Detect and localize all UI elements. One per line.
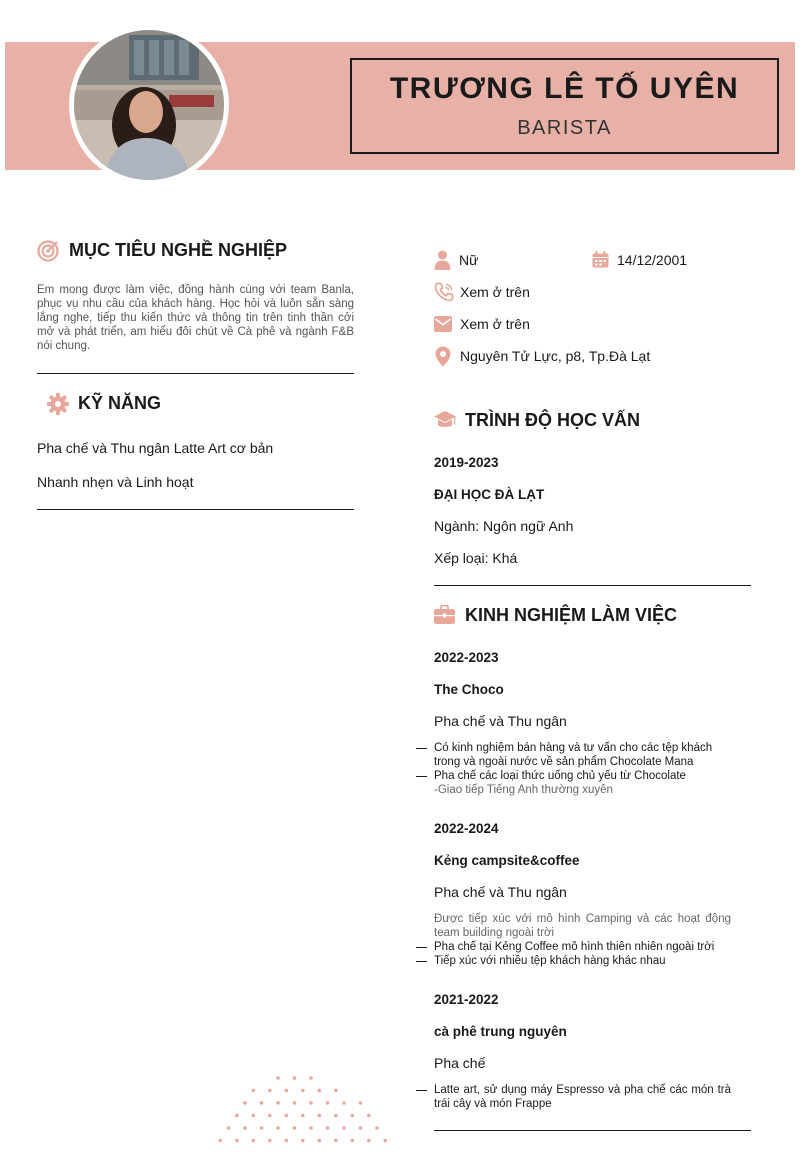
bullet-dash: [416, 1090, 427, 1091]
decorative-dot: [326, 1126, 330, 1130]
skill-item: Pha chế và Thu ngân Latte Art cơ bản: [37, 440, 274, 456]
phone-icon: [434, 282, 454, 307]
decorative-dot-pattern: [208, 1070, 392, 1160]
job-detail: Tiếp xúc với nhiều tệp khách hàng khác nhau: [434, 955, 666, 967]
job-position: Pha chế và Thu ngân: [434, 884, 567, 900]
school-name: ĐẠI HỌC ĐÀ LẠT: [434, 487, 545, 502]
email-value: Xem ở trên: [460, 316, 530, 332]
decorative-dot: [276, 1076, 280, 1080]
decorative-dot: [309, 1076, 313, 1080]
address-value: Nguyên Tử Lực, p8, Tp.Đà Lạt: [460, 348, 651, 364]
objective-title: MỤC TIÊU NGHỀ NGHIỆP: [69, 240, 288, 260]
job-detail: Latte art, sử dụng máy Espresso và pha chế các món trà trái cây và món Frappe: [434, 1084, 731, 1110]
decorative-dot: [309, 1101, 313, 1105]
decorative-dot: [375, 1126, 379, 1130]
divider: [434, 1130, 751, 1131]
decorative-dot: [260, 1126, 264, 1130]
decorative-dot: [268, 1114, 272, 1118]
decorative-dot: [285, 1114, 289, 1118]
decorative-dot: [260, 1101, 264, 1105]
job-detail: Có kinh nghiệm bán hàng và tư vấn cho các tệp khách trong và ngoài nước về sản phẩm Chocolate Mana: [434, 742, 713, 768]
decorative-dot: [235, 1139, 239, 1143]
decorative-dot: [285, 1139, 289, 1143]
decorative-dot: [351, 1139, 355, 1143]
phone-value: Xem ở trên: [460, 284, 530, 300]
decorative-dot: [235, 1114, 239, 1118]
decorative-dot: [301, 1089, 305, 1093]
profile-photo: [74, 30, 224, 180]
divider: [434, 585, 751, 586]
calendar-icon: [592, 251, 609, 273]
decorative-dot: [309, 1126, 313, 1130]
decorative-dot: [318, 1139, 322, 1143]
job-detail: Pha chế các loại thức uống chủ yếu từ Chocolate: [434, 770, 686, 782]
job-detail: Pha chế tại Kẻng Coffee mô hình thiên nhiên ngoài trời: [434, 941, 715, 953]
avatar: [69, 25, 229, 185]
name-box: [350, 58, 779, 154]
job-company: cà phê trung nguyên: [434, 1024, 567, 1039]
bullet-dash: [416, 776, 427, 777]
job-period: 2021-2022: [434, 992, 499, 1007]
bullet-dash: [416, 947, 427, 948]
decorative-dot: [334, 1114, 338, 1118]
decorative-dot: [243, 1126, 247, 1130]
divider: [37, 509, 354, 510]
divider: [37, 373, 354, 374]
decorative-dot: [351, 1114, 355, 1118]
mail-icon: [434, 316, 452, 337]
gear-icon: [46, 392, 70, 421]
decorative-dot: [334, 1089, 338, 1093]
education-period: 2019-2023: [434, 455, 499, 470]
job-company: The Choco: [434, 682, 504, 697]
decorative-dot: [227, 1126, 231, 1130]
decorative-dot: [342, 1126, 346, 1130]
decorative-dot: [268, 1139, 272, 1143]
decorative-dot: [318, 1114, 322, 1118]
target-icon: [37, 240, 59, 267]
decorative-dot: [293, 1101, 297, 1105]
decorative-dot: [243, 1101, 247, 1105]
education-title: TRÌNH ĐỘ HỌC VẤN: [465, 410, 640, 430]
birthday-value: 14/12/2001: [617, 252, 688, 268]
experience-title: KINH NGHIỆM LÀM VIỆC: [465, 605, 678, 625]
decorative-dot: [342, 1101, 346, 1105]
decorative-dot: [268, 1089, 272, 1093]
candidate-name: TRƯƠNG LÊ TỐ UYÊN: [389, 72, 740, 105]
decorative-dot: [334, 1139, 338, 1143]
decorative-dot: [367, 1139, 371, 1143]
bullet-dash: [416, 961, 427, 962]
decorative-dot: [359, 1126, 363, 1130]
person-icon: [434, 250, 451, 275]
job-position: Pha chế: [434, 1055, 486, 1071]
decorative-dot: [293, 1126, 297, 1130]
decorative-dot: [293, 1076, 297, 1080]
decorative-dot: [301, 1139, 305, 1143]
job-company: Kẻng campsite&coffee: [434, 853, 580, 868]
decorative-dot: [367, 1114, 371, 1118]
job-period: 2022-2023: [434, 650, 499, 665]
job-period: 2022-2024: [434, 821, 499, 836]
decorative-dot: [252, 1139, 256, 1143]
job-detail: -Giao tiếp Tiếng Anh thường xuyên: [434, 784, 613, 796]
bullet-dash: [416, 748, 427, 749]
candidate-role: BARISTA: [517, 117, 612, 139]
decorative-dot: [276, 1101, 280, 1105]
education-grade: Xếp loại: Khá: [434, 550, 518, 566]
decorative-dot: [285, 1089, 289, 1093]
skill-item: Nhanh nhẹn và Linh hoạt: [37, 474, 194, 490]
decorative-dot: [359, 1101, 363, 1105]
decorative-dot: [252, 1114, 256, 1118]
skills-title: KỸ NĂNG: [78, 393, 162, 413]
job-position: Pha chế và Thu ngân: [434, 713, 567, 729]
graduation-cap-icon: [434, 410, 456, 435]
decorative-dot: [219, 1139, 223, 1143]
decorative-dot: [326, 1101, 330, 1105]
location-pin-icon: [435, 346, 451, 372]
decorative-dot: [276, 1126, 280, 1130]
decorative-dot: [252, 1089, 256, 1093]
decorative-dot: [318, 1089, 322, 1093]
education-major: Ngành: Ngôn ngữ Anh: [434, 518, 574, 534]
gender-value: Nữ: [459, 252, 479, 268]
job-detail: Được tiếp xúc với mô hình Camping và các hoạt động team building ngoài trời: [434, 913, 731, 939]
decorative-dot: [384, 1139, 388, 1143]
briefcase-icon: [434, 605, 455, 630]
decorative-dot: [301, 1114, 305, 1118]
objective-text: Em mong được làm việc, đồng hành cùng với team Banla, phục vụ nhu cầu của khách hàng. Học hỏi và luôn sẵn sàng lắng nghe, tiếp thu kiến thức và thông tin trên tinh thần cởi mở và phát triển, am hiểu đôi chút về Cà phê và ngành F&B nói chung.: [37, 284, 354, 352]
